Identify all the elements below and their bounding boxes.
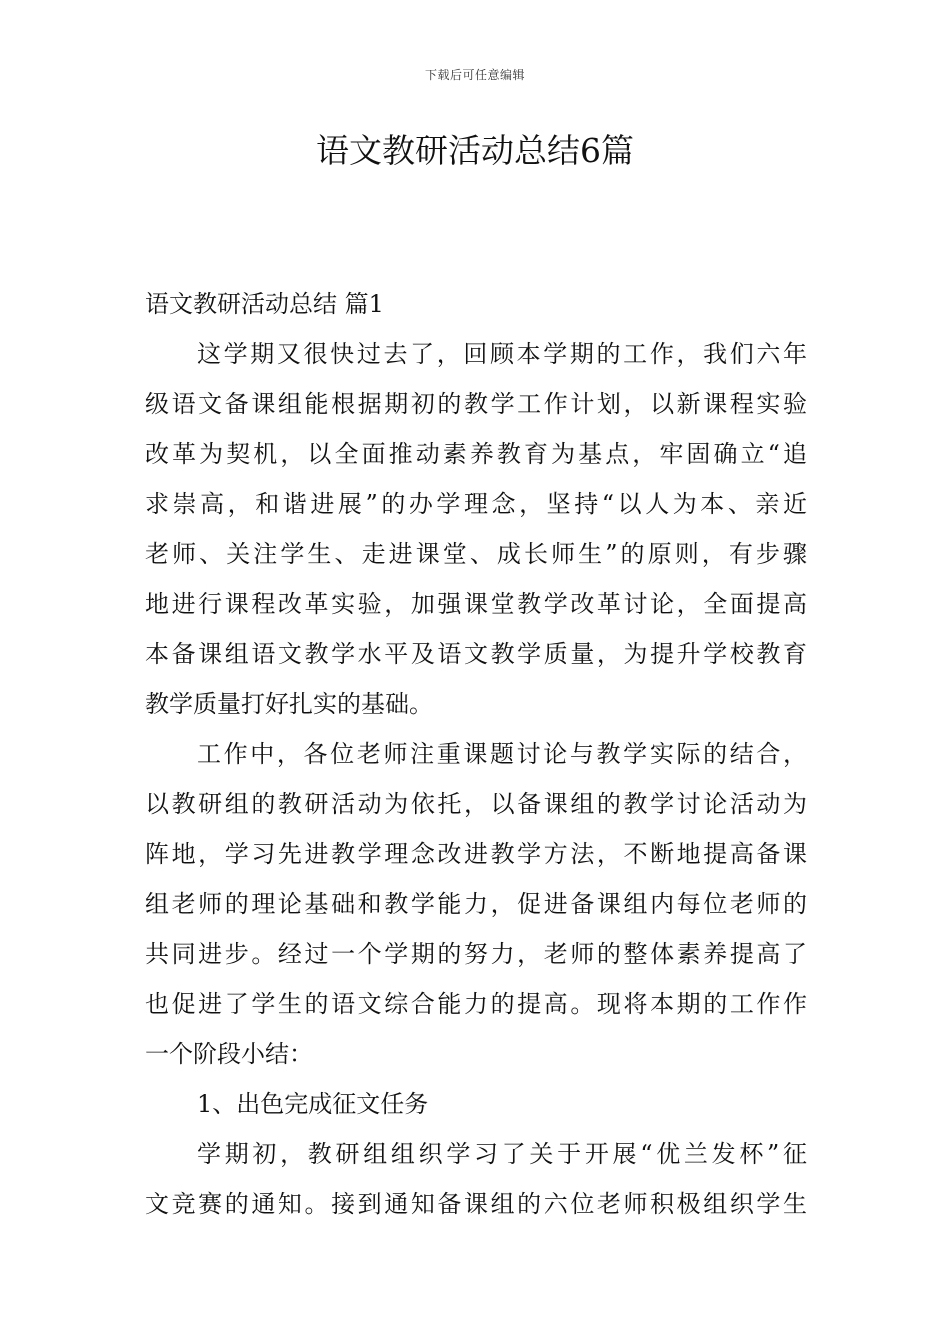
paragraph-line: 求崇高，和谐进展”的办学理念，坚持“以人为本、亲近	[145, 490, 807, 518]
paragraph-line: 工作中，各位老师注重课题讨论与教学实际的结合，	[197, 740, 807, 768]
paragraph-line: 阵地，学习先进教学理念改进教学方法，不断地提高备课	[145, 840, 807, 868]
paragraph-line: 改革为契机，以全面推动素养教育为基点，牢固确立“追	[145, 440, 807, 468]
paragraph-line: 文竞赛的通知。接到通知备课组的六位老师积极组织学生	[145, 1190, 807, 1218]
header-note: 下载后可任意编辑	[424, 68, 525, 82]
document-title: 语文教研活动总结6篇	[316, 131, 634, 170]
paragraph-line: 一个阶段小结：	[145, 1040, 313, 1068]
paragraph-line: 本备课组语文教学水平及语文教学质量，为提升学校教育	[145, 640, 807, 668]
document-body	[145, 279, 807, 1229]
paragraph-line: 老师、关注学生、走进课堂、成长师生”的原则，有步骤	[145, 540, 807, 568]
paragraph-line: 教学质量打好扎实的基础。	[145, 690, 433, 718]
paragraph-line: 共同进步。经过一个学期的努力，老师的整体素养提高了	[145, 940, 807, 968]
paragraph-line: 学期初，教研组组织学习了关于开展“优兰发杯”征	[197, 1140, 807, 1168]
paragraph-line: 组老师的理论基础和教学能力，促进备课组内每位老师的	[145, 890, 807, 918]
paragraph-line: 也促进了学生的语文综合能力的提高。现将本期的工作作	[145, 990, 807, 1018]
item-heading: 1、出色完成征文任务	[197, 1090, 429, 1118]
paragraph-line: 地进行课程改革实验，加强课堂教学改革讨论，全面提高	[145, 590, 807, 618]
section-heading: 语文教研活动总结 篇1	[145, 290, 384, 318]
paragraph-line: 级语文备课组能根据期初的教学工作计划，以新课程实验	[145, 390, 807, 418]
paragraph-line: 以教研组的教研活动为依托，以备课组的教学讨论活动为	[145, 790, 807, 818]
paragraph-line: 这学期又很快过去了，回顾本学期的工作，我们六年	[197, 340, 807, 368]
